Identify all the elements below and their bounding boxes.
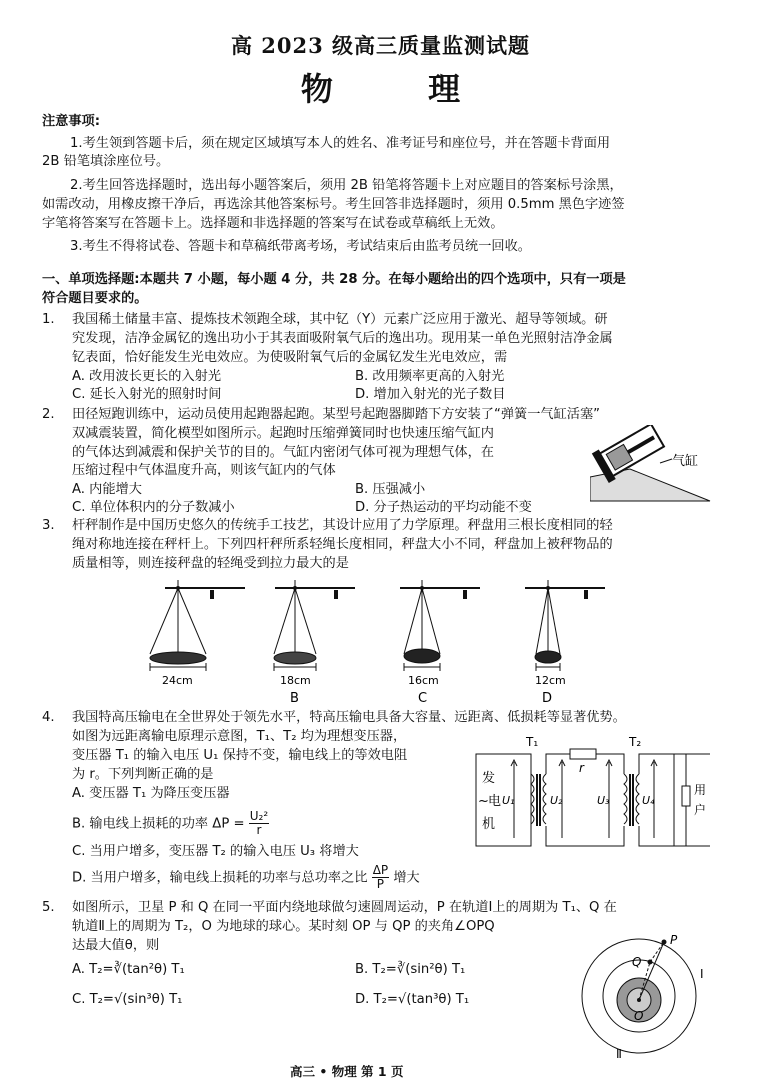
scale-size-c: 16cm	[408, 674, 439, 687]
label-orbit-1: Ⅰ	[700, 967, 704, 981]
scale-size-a: 24cm	[162, 674, 193, 687]
cylinder-label: 气缸	[672, 454, 699, 469]
question-number: 5.	[42, 900, 55, 915]
section-heading: 一、单项选择题:本题共 7 小题，每小题 4 分，共 28 分。在每小题给出的四个选项中，只有一项是	[42, 272, 626, 287]
question-text: 钇表面，恰好能发生光电效应。为使吸附氧气后的金属钇发生光电效应，需	[72, 350, 508, 365]
label-tilde: ~	[478, 794, 489, 809]
question-number: 4.	[42, 710, 55, 725]
scale-letter-c: C	[418, 691, 428, 706]
question-text: 轨道Ⅱ上的周期为 T₂，O 为地球的球心。某时刻 OP 与 QP 的夹角∠OPQ	[72, 919, 495, 934]
subject-title: 物 理	[300, 70, 503, 108]
option-d: D. 增加入射光的光子数目	[355, 387, 506, 402]
question-number: 1.	[42, 312, 55, 327]
fraction-dp-p	[372, 864, 389, 891]
question-text: 如图为远距离输电原理示意图，T₁、T₂ 均为理想变压器，	[72, 729, 407, 744]
label-user-1: 用	[694, 783, 707, 797]
label-source-1: 发	[482, 771, 496, 786]
fraction-denominator: P	[376, 877, 385, 891]
question-text: 田径短跑训练中，运动员使用起跑器起跑。某型号起跑器脚踏下方安装了“弹簧一气缸活塞”	[72, 407, 600, 422]
scale-size-d: 12cm	[535, 674, 566, 687]
question-text: 变压器 T₁ 的输入电压 U₁ 保持不变，输电线上的等效电阻	[72, 748, 408, 763]
option-b-text: B. 输电线上损耗的功率 ΔP =	[72, 816, 245, 832]
scale-letter-b: B	[290, 691, 299, 706]
notice-line: 3.考生不得将试卷、答题卡和草稿纸带离考场，考试结束后由监考员统一回收。	[70, 239, 531, 254]
steelyard-d	[525, 580, 605, 706]
notice-line: 2B 铅笔填涂座位号。	[42, 154, 170, 169]
label-u1: U₁	[502, 794, 515, 807]
question-text: 究发现，洁净金属钇的逸出功小于其表面吸附氧气后的逸出功。现用某一单色光照射洁净金属	[72, 331, 613, 346]
label-t1: T₁	[526, 735, 539, 749]
option-c: C. T₂=√(sin³θ) T₁	[72, 992, 183, 1007]
label-o: O	[634, 1009, 644, 1023]
transmission-circuit	[474, 734, 714, 856]
option-a: A. T₂=∛(tan²θ) T₁	[72, 962, 185, 977]
question-text: 我国稀土储量丰富、提炼技术领跑全球，其中钇（Y）元素广泛应用于激光、超导等领域。研	[72, 312, 608, 327]
steelyard-c	[400, 580, 480, 706]
option-a: A. 改用波长更长的入射光	[72, 369, 222, 384]
label-r: r	[579, 761, 584, 775]
question-text: 绳对称地连接在秤杆上。下列四杆秤所系轻绳长度相同，秤盘大小不同，秤盘加上被秤物品的	[72, 537, 613, 552]
fraction-u2-r	[249, 810, 269, 837]
label-u2: U₂	[550, 794, 563, 807]
label-q: Q	[632, 955, 642, 969]
notice-heading: 注意事项:	[42, 114, 101, 129]
question-text: 我国特高压输电在全世界处于领先水平，特高压输电具备大容量、远距离、低损耗等显著优势。	[72, 710, 626, 725]
option-c: C. 当用户增多，变压器 T₂ 的输入电压 U₃ 将增大	[72, 844, 359, 859]
label-p: P	[670, 933, 678, 947]
option-a: A. 内能增大	[72, 482, 142, 497]
notice-line: 如需改动，用橡皮擦干净后，再选涂其他答案标号。考生回答非选择题时，须用 0.5mm 黑色字迹签	[42, 197, 625, 212]
page-title: 高 2023 级高三质量监测试题	[230, 33, 531, 58]
option-d: D. 分子热运动的平均动能不变	[355, 500, 532, 515]
notice-line: 1.考生领到答题卡后，须在规定区域填写本人的姓名、准考证号和座位号，并在答题卡背面用	[70, 136, 611, 151]
question-text: 双减震装置，简化模型如图所示。起跑时压缩弹簧同时也快速压缩气缸内	[72, 426, 494, 441]
orbit-figure	[574, 928, 724, 1060]
label-u4: U₄	[642, 794, 655, 807]
fraction-denominator: r	[256, 823, 262, 837]
page-footer: 高三 • 物理 第 1 页	[290, 1064, 404, 1079]
notice-line: 2.考生回答选择题时，选出每小题答案后，须用 2B 铅笔将答题卡上对应题目的答案标号涂黑，	[70, 178, 623, 193]
label-source-3: 机	[482, 817, 496, 832]
label-orbit-2: Ⅱ	[616, 1047, 622, 1060]
question-text: 为 r。下列判断正确的是	[72, 767, 214, 782]
question-number: 3.	[42, 518, 55, 533]
question-text: 质量相等，则连接秤盘的轻绳受到拉力最大的是	[72, 556, 349, 571]
scale-letter-d: D	[542, 691, 553, 706]
option-a: A. 变压器 T₁ 为降压变压器	[72, 786, 230, 801]
question-text: 达最大值θ，则	[72, 938, 160, 953]
option-d	[72, 864, 420, 891]
label-user-2: 户	[694, 803, 707, 817]
option-d-suffix: 增大	[393, 870, 420, 886]
fraction-numerator: U₂²	[249, 809, 269, 823]
option-b	[72, 810, 269, 837]
option-b: B. T₂=∛(sin²θ) T₁	[355, 962, 466, 977]
option-b: B. 压强减小	[355, 482, 426, 497]
option-c: C. 单位体积内的分子数减小	[72, 500, 235, 515]
notice-line: 字笔将答案写在答题卡上。选择题和非选择题的答案写在试卷或草稿纸上无效。	[42, 216, 504, 231]
label-source-2: 电	[488, 794, 502, 809]
question-text: 如图所示，卫星 P 和 Q 在同一平面内绕地球做匀速圆周运动，P 在轨道Ⅰ上的周期为 T₁、Q 在	[72, 900, 617, 915]
section-heading: 符合题目要求的。	[42, 291, 148, 306]
steelyard-a	[150, 580, 245, 687]
question-number: 2.	[42, 407, 55, 422]
question-text: 的气体达到减震和保护关节的目的。气缸内密闭气体可视为理想气体，在	[72, 445, 494, 460]
question-text: 压缩过程中气体温度升高，则该气缸内的气体	[72, 463, 336, 478]
option-c: C. 延长入射光的照射时间	[72, 387, 222, 402]
option-d: D. T₂=√(tan³θ) T₁	[355, 992, 470, 1007]
steelyard-b	[274, 580, 355, 706]
option-d-text: D. 当用户增多，输电线上损耗的功率与总功率之比	[72, 870, 368, 886]
question-text: 杆秤制作是中国历史悠久的传统手工技艺，其设计应用了力学原理。秤盘用三根长度相同的轻	[72, 518, 613, 533]
fraction-numerator: ΔP	[372, 863, 389, 877]
cylinder-figure	[590, 425, 720, 503]
scale-size-b: 18cm	[280, 674, 311, 687]
steelyard-figure	[140, 572, 620, 707]
label-u3: U₃	[597, 794, 610, 807]
option-b: B. 改用频率更高的入射光	[355, 369, 505, 384]
label-t2: T₂	[629, 735, 642, 749]
